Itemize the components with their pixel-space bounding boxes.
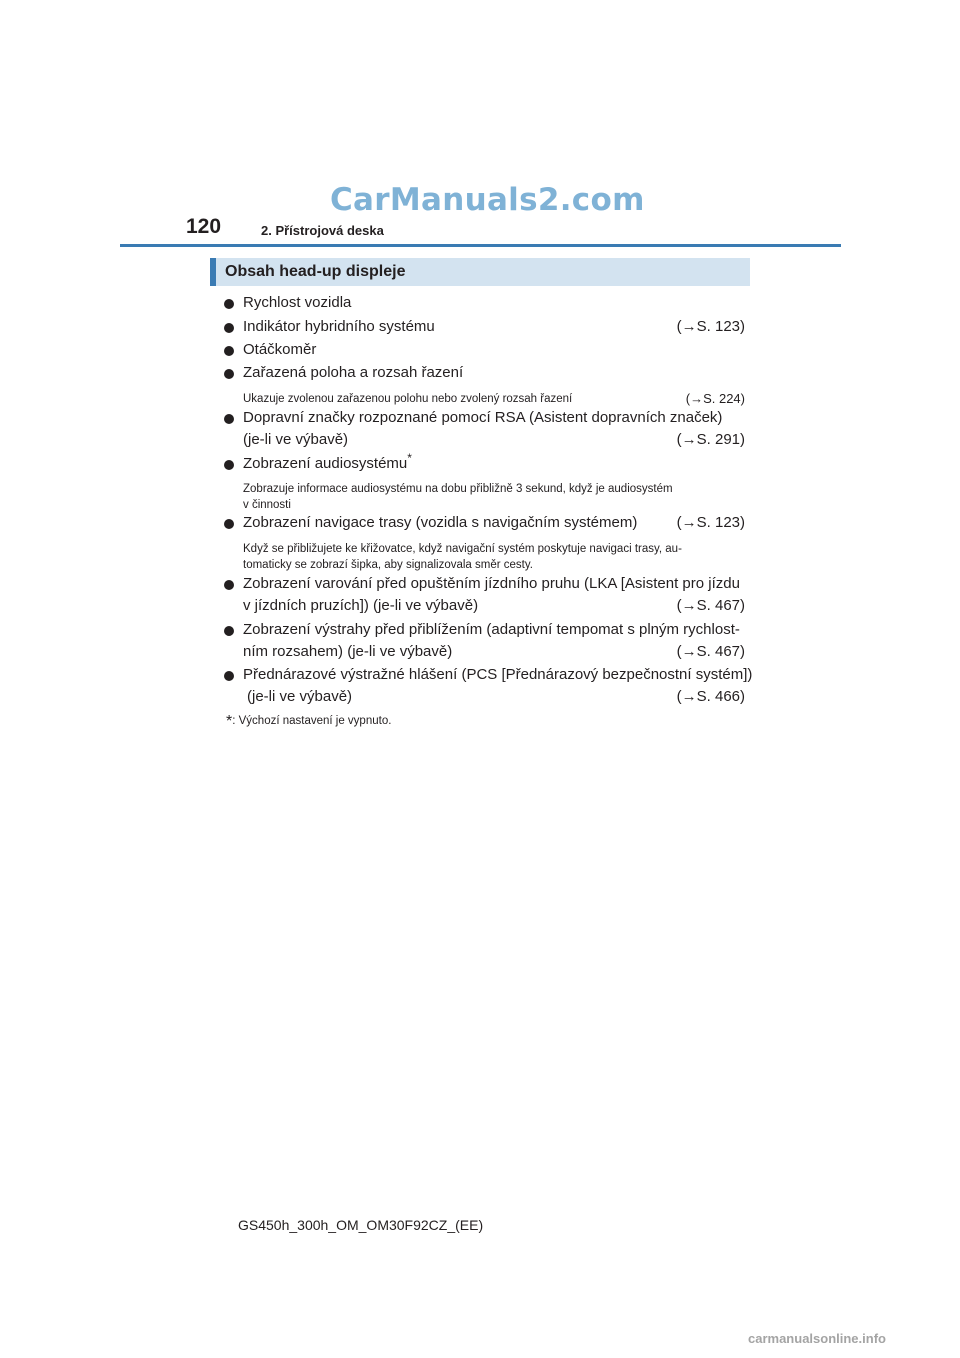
item-note-continuation: v činnosti xyxy=(243,499,291,511)
section-title: Obsah head-up displeje xyxy=(225,263,406,280)
page-reference: (→S. 224) xyxy=(685,391,745,406)
list-item-continuation: (je-li ve výbavě) xyxy=(243,431,349,448)
footnote-text: : Výchozí nastavení je vypnuto. xyxy=(232,715,392,727)
page-number: 120 xyxy=(186,215,222,238)
list-item-continuation: v jízdních pruzích]) (je-li ve výbavě) xyxy=(243,597,479,614)
page-reference: (→S. 467) xyxy=(676,597,745,614)
bullet-icon xyxy=(224,414,234,424)
list-item: Přednárazové výstražné hlášení (PCS [Přednárazový bezpečnostní systém]) xyxy=(243,666,753,683)
list-item xyxy=(243,451,412,472)
watermark-logo-bottom: carmanualsonline.info xyxy=(748,1331,886,1346)
item-note: Když se přibližujete ke křižovatce, když navigační systém poskytuje navigaci trasy, au- xyxy=(243,543,682,555)
list-item-continuation: ním rozsahem) (je-li ve výbavě) xyxy=(243,643,453,660)
list-item: Zobrazení varování před opuštěním jízdního pruhu (LKA [Asistent pro jízdu xyxy=(243,575,740,592)
page-reference: (→S. 466) xyxy=(676,688,745,705)
bullet-icon xyxy=(224,460,234,470)
document-code: GS450h_300h_OM_OM30F92CZ_(EE) xyxy=(238,1217,484,1233)
watermark-logo-top: CarManuals2.com xyxy=(330,182,645,218)
footnote-star: * xyxy=(226,713,233,730)
list-item: Zobrazení navigace trasy (vozidla s navigačním systémem) xyxy=(243,514,638,531)
list-item: Zařazená poloha a rozsah řazení xyxy=(243,364,464,381)
item-note: Zobrazuje informace audiosystému na dobu přibližně 3 sekund, když je audiosystém xyxy=(243,483,673,495)
header-rule xyxy=(120,244,841,247)
bullet-icon xyxy=(224,671,234,681)
bullet-icon xyxy=(224,626,234,636)
bullet-icon xyxy=(224,519,234,529)
list-item: Otáčkoměr xyxy=(243,341,317,358)
bullet-icon xyxy=(224,299,234,309)
bullet-icon xyxy=(224,369,234,379)
section-heading xyxy=(210,258,750,286)
list-item: Dopravní značky rozpoznané pomocí RSA (Asistent dopravních značek) xyxy=(243,409,723,426)
footnote xyxy=(226,713,391,731)
page-reference: (→S. 467) xyxy=(676,643,745,660)
bullet-icon xyxy=(224,346,234,356)
bullet-icon xyxy=(224,580,234,590)
list-item: Indikátor hybridního systému xyxy=(243,318,435,335)
chapter-title: 2. Přístrojová deska xyxy=(261,223,384,238)
list-item-text: Zobrazení audiosystému xyxy=(243,455,408,472)
page-reference: (→S. 123) xyxy=(676,318,745,335)
footnote-marker: * xyxy=(407,451,412,465)
page-reference: (→S. 123) xyxy=(676,514,745,531)
page-reference: (→S. 291) xyxy=(676,431,745,448)
item-note-continuation: tomaticky se zobrazí šipka, aby signalizovala směr cesty. xyxy=(243,559,533,571)
item-note: Ukazuje zvolenou zařazenou polohu nebo zvolený rozsah řazení xyxy=(243,393,573,405)
list-item-continuation: (je-li ve výbavě) xyxy=(247,688,353,705)
list-item: Rychlost vozidla xyxy=(243,294,352,311)
list-item: Zobrazení výstrahy před přiblížením (adaptivní tempomat s plným rychlost- xyxy=(243,621,740,638)
bullet-icon xyxy=(224,323,234,333)
